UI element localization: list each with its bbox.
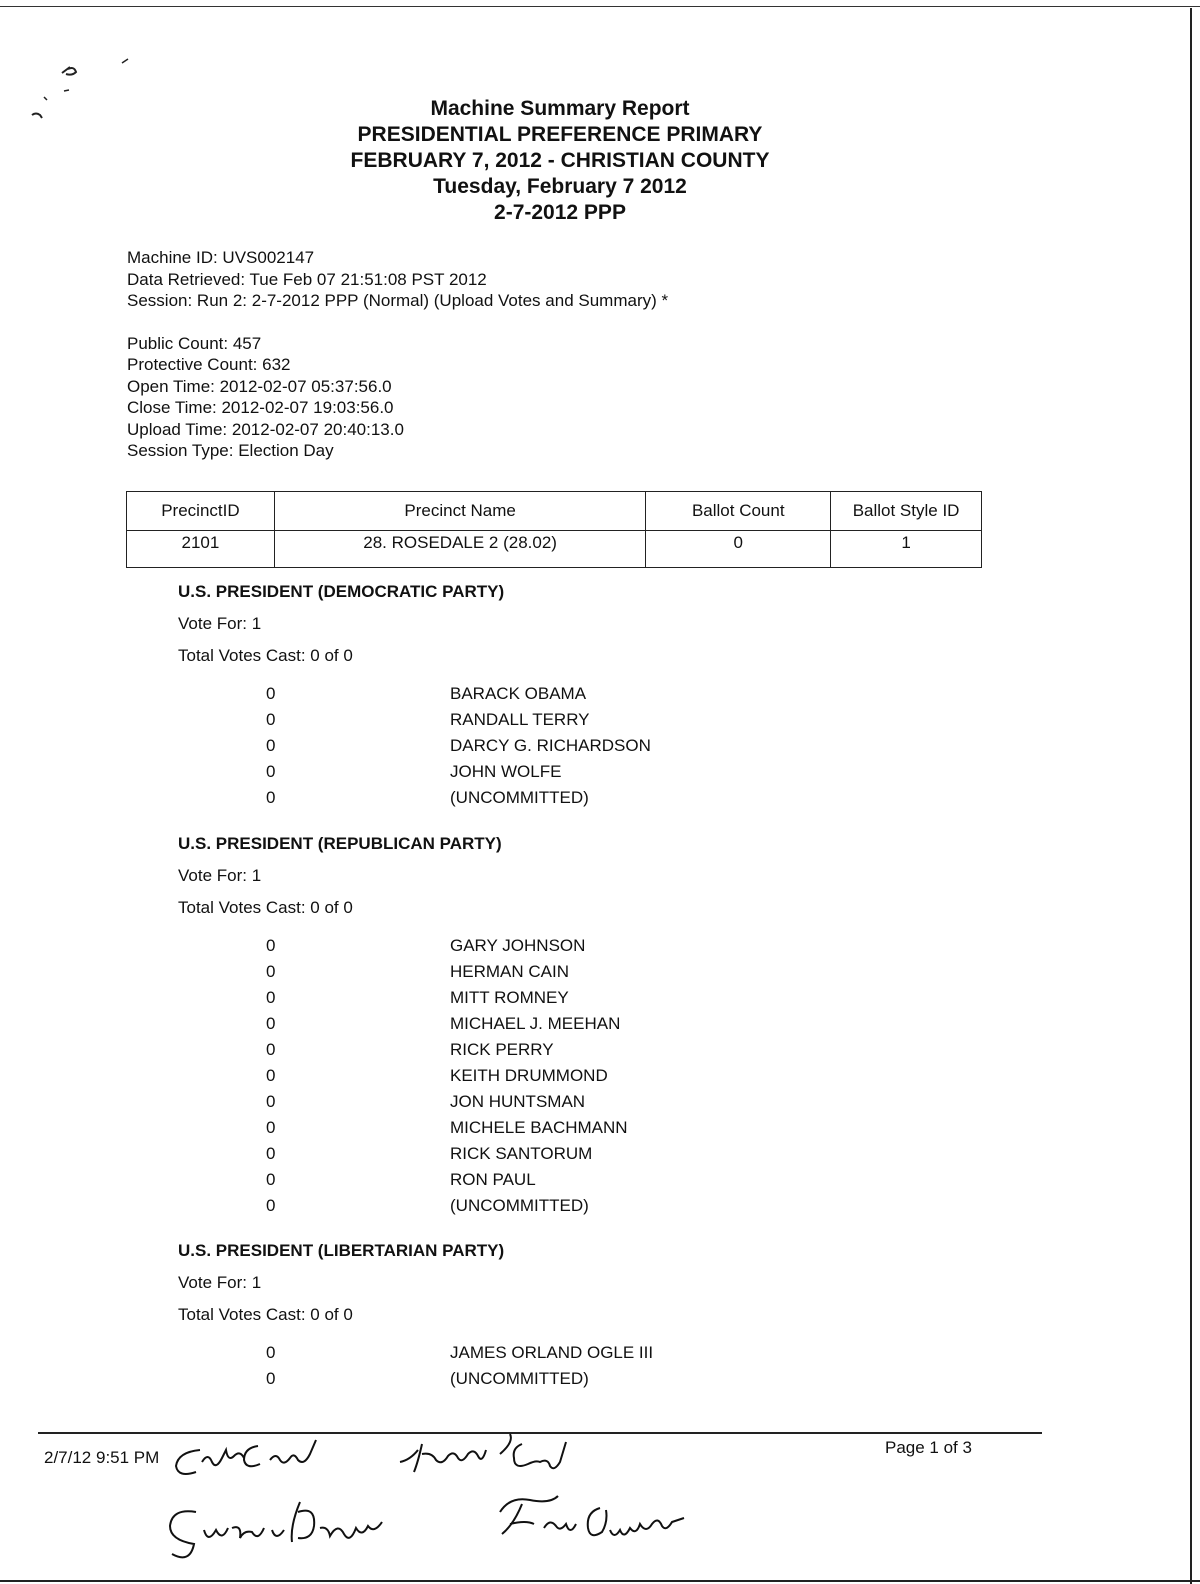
election-day: Tuesday, February 7 2012 [433,175,687,198]
vote-count: 0 [266,1369,276,1388]
ballot-count: 0 [646,531,831,568]
vote-count: 0 [266,1092,276,1111]
election-code: 2-7-2012 PPP [494,201,626,224]
vote-count: 0 [266,1118,276,1137]
list-item [178,707,590,733]
vote-count: 0 [266,788,276,807]
signature-4 [500,1496,684,1535]
signature-1 [176,1440,316,1474]
list-item [178,681,587,707]
race-libertarian [178,1240,654,1392]
candidate-name: JON HUNTSMAN [450,1092,586,1111]
vote-count: 0 [266,762,276,781]
race-title: U.S. PRESIDENT (LIBERTARIAN PARTY) [178,1241,505,1260]
candidate-name: GARY JOHNSON [450,936,586,955]
machine-metadata [127,247,668,462]
candidate-name: RICK PERRY [450,1040,554,1059]
candidate-name: JOHN WOLFE [450,762,562,781]
vote-count: 0 [266,1170,276,1189]
vote-count: 0 [266,962,276,981]
list-item [178,1167,536,1193]
list-item [178,959,570,985]
candidate-list [178,1340,654,1392]
list-item [178,759,562,785]
precinct-table [126,491,982,568]
list-item [178,1011,621,1037]
candidate-name: RICK SANTORUM [450,1144,593,1163]
signature-3 [170,1502,382,1557]
table-row [127,531,982,568]
total-votes: Total Votes Cast: 0 of 0 [178,646,353,665]
vote-count: 0 [266,988,276,1007]
vote-count: 0 [266,1343,276,1362]
public-count: Public Count: 457 [127,333,262,353]
data-retrieved: Data Retrieved: Tue Feb 07 21:51:08 PST 2012 [127,269,487,289]
candidate-name: JAMES ORLAND OGLE III [450,1343,654,1362]
list-item [178,1340,654,1366]
vote-count: 0 [266,736,276,755]
upload-time: Upload Time: 2012-02-07 20:40:13.0 [127,419,404,439]
vote-for: Vote For: 1 [178,866,262,885]
list-item [178,985,569,1011]
vote-count: 0 [266,710,276,729]
candidate-name: DARCY G. RICHARDSON [450,736,651,755]
vote-for: Vote For: 1 [178,1273,262,1292]
precinct-name: 28. ROSEDALE 2 (28.02) [274,531,646,568]
header-precinct-name: Precinct Name [274,492,646,531]
candidate-name: HERMAN CAIN [450,962,570,981]
election-date-county: FEBRUARY 7, 2012 - CHRISTIAN COUNTY [350,149,770,172]
race-democratic [178,581,651,811]
report-title: Machine Summary Report [430,97,690,120]
page-number: Page 1 of 3 [885,1438,972,1457]
ballot-style-id: 1 [831,531,982,568]
list-item [178,1141,593,1167]
candidate-name: MITT ROMNEY [450,988,569,1007]
scan-edge-top [0,6,1200,7]
vote-count: 0 [266,1196,276,1215]
candidate-list [178,933,628,1219]
vote-count: 0 [266,684,276,703]
vote-count: 0 [266,1040,276,1059]
candidate-name: (UNCOMMITTED) [450,1369,589,1388]
print-timestamp: 2/7/12 9:51 PM [44,1448,160,1467]
session-type: Session Type: Election Day [127,441,334,460]
candidate-name: MICHELE BACHMANN [450,1118,628,1137]
precinct-table-header [127,492,982,531]
candidate-name: BARACK OBAMA [450,684,587,703]
open-time: Open Time: 2012-02-07 05:37:56.0 [127,376,392,396]
vote-count: 0 [266,1066,276,1085]
signature-2 [400,1434,566,1472]
race-title: U.S. PRESIDENT (DEMOCRATIC PARTY) [178,582,505,601]
candidate-list [178,681,651,811]
list-item [178,1037,554,1063]
header-precinct-id: PrecinctID [127,492,275,531]
total-votes: Total Votes Cast: 0 of 0 [178,1305,353,1324]
candidate-name: KEITH DRUMMOND [450,1066,608,1085]
list-item [178,1193,589,1219]
report-header [0,96,1120,226]
list-item [178,1063,608,1089]
vote-count: 0 [266,1014,276,1033]
handwritten-signatures [160,1432,800,1582]
list-item [178,933,586,959]
session-info: Session: Run 2: 2-7-2012 PPP (Normal) (Upload Votes and Summary) * [127,291,669,310]
vote-count: 0 [266,936,276,955]
protective-count: Protective Count: 632 [127,355,291,374]
list-item [178,785,589,811]
machine-id: Machine ID: UVS002147 [127,248,315,267]
total-votes: Total Votes Cast: 0 of 0 [178,898,353,917]
precinct-id: 2101 [127,531,275,568]
vote-for: Vote For: 1 [178,614,262,633]
candidate-name: (UNCOMMITTED) [450,1196,589,1215]
list-item [178,733,651,759]
vote-count: 0 [266,1144,276,1163]
race-republican [178,833,628,1219]
list-item [178,1089,586,1115]
scan-edge-right [1190,8,1192,1584]
candidate-name: RANDALL TERRY [450,710,590,729]
close-time: Close Time: 2012-02-07 19:03:56.0 [127,398,394,417]
header-ballot-style-id: Ballot Style ID [831,492,982,531]
candidate-name: RON PAUL [450,1170,536,1189]
header-ballot-count: Ballot Count [646,492,831,531]
race-title: U.S. PRESIDENT (REPUBLICAN PARTY) [178,834,502,853]
candidate-name: (UNCOMMITTED) [450,788,589,807]
list-item [178,1115,628,1141]
list-item [178,1366,589,1392]
candidate-name: MICHAEL J. MEEHAN [450,1014,621,1033]
election-name: PRESIDENTIAL PREFERENCE PRIMARY [357,123,763,146]
